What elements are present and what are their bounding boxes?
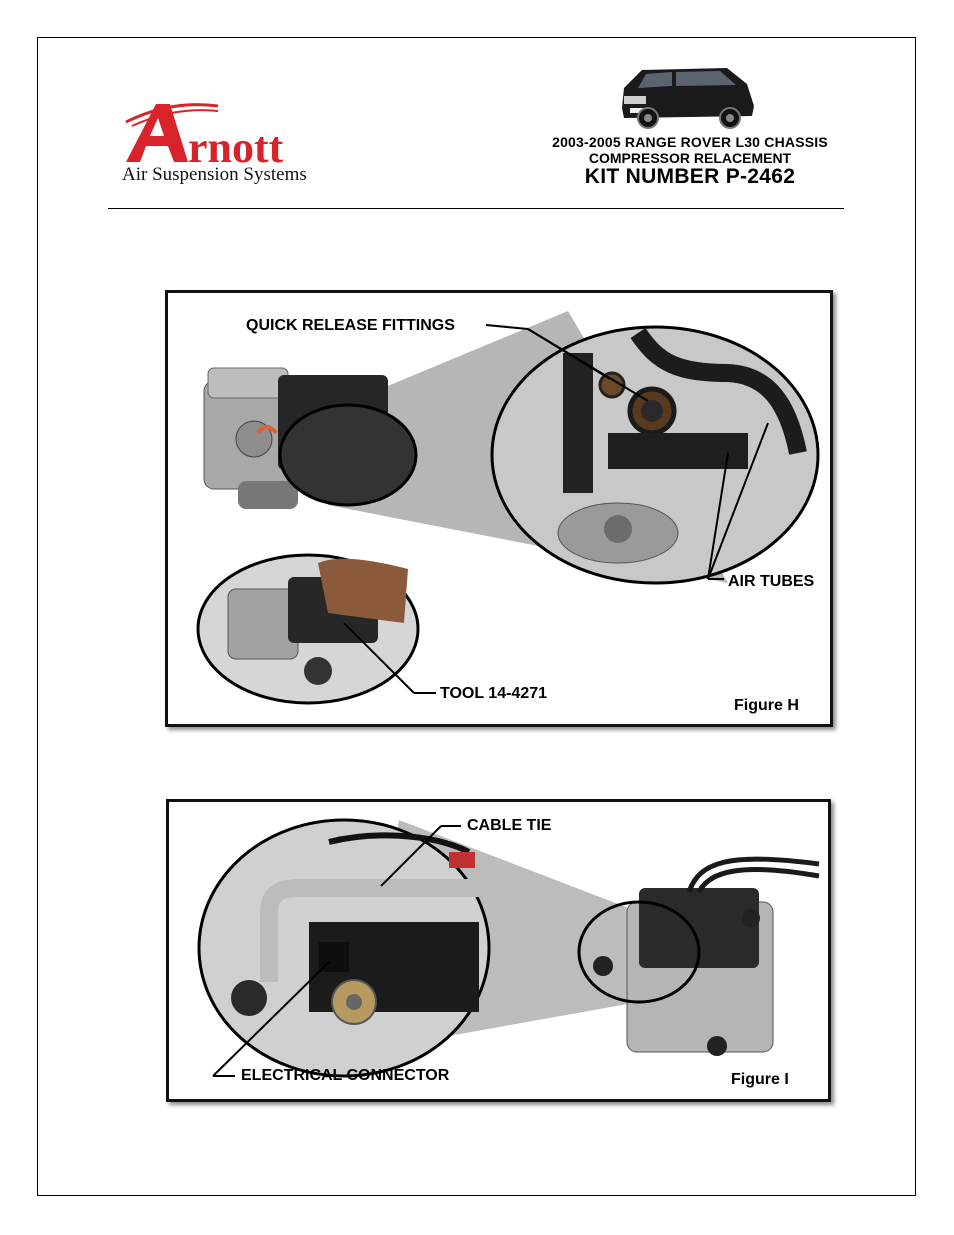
label-electrical-connector: ELECTRICAL CONNECTOR bbox=[241, 1067, 450, 1084]
header-rule bbox=[108, 208, 844, 209]
range-rover-image bbox=[612, 58, 762, 130]
figure-h bbox=[165, 290, 833, 727]
label-cable-tie: CABLE TIE bbox=[467, 817, 552, 834]
label-quick-release-fittings: QUICK RELEASE FITTINGS bbox=[246, 317, 455, 334]
brand-subtitle: Air Suspension Systems bbox=[122, 164, 307, 185]
connector-zoom bbox=[199, 820, 499, 1076]
doc-title-line1: 2003-2005 RANGE ROVER L30 CHASSIS bbox=[552, 134, 828, 150]
compressor-photo-right bbox=[593, 859, 819, 1056]
label-air-tubes: AIR TUBES bbox=[728, 573, 815, 590]
tool-photo bbox=[198, 555, 418, 703]
figure-i bbox=[166, 799, 831, 1102]
figure-h-caption: Figure H bbox=[734, 697, 799, 714]
label-tool: TOOL 14-4271 bbox=[440, 685, 548, 702]
kit-number: KIT NUMBER P-2462 bbox=[584, 165, 796, 188]
figure-h-illustration bbox=[168, 293, 830, 724]
brand-name: rnott bbox=[188, 123, 284, 172]
quick-release-zoom bbox=[492, 327, 818, 583]
doc-title-line2: COMPRESSOR RELACEMENT bbox=[588, 150, 792, 166]
figure-i-caption: Figure I bbox=[731, 1071, 789, 1088]
figure-i-illustration bbox=[169, 802, 828, 1099]
